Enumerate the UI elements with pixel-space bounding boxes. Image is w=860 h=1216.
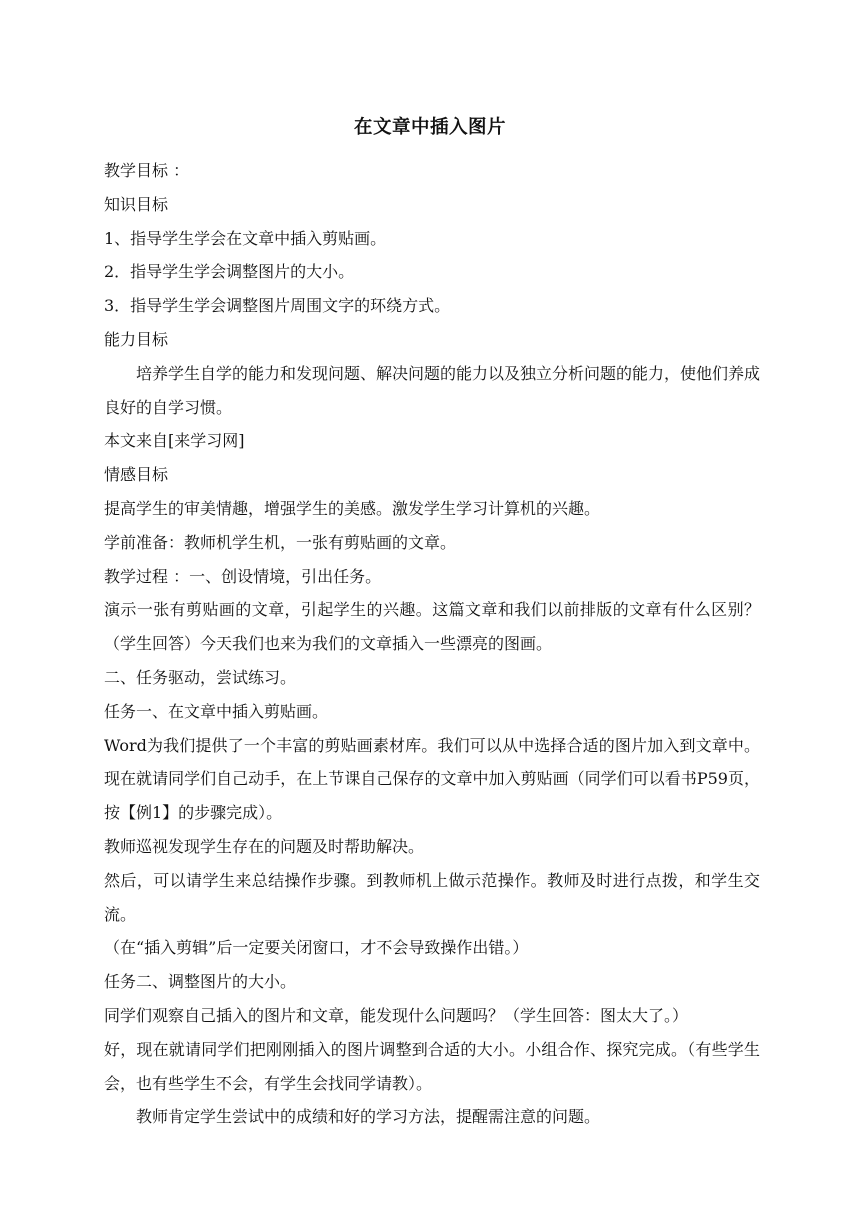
- paragraph-teaching-goals: 教学目标 ：: [104, 161, 190, 180]
- paragraph-summary: 然后，可以请学生来总结操作步骤。到教师机上做示范操作。教师及时进行点拨，和学生交流。: [104, 870, 760, 924]
- paragraph-teacher-affirm: 教师肯定学生尝试中的成绩和好的学习方法，提醒需注意的问题。: [136, 1107, 601, 1127]
- paragraph-preparation: 学前准备：教师机学生机，一张有剪贴画的文章。: [104, 532, 457, 552]
- paragraph-goal-1: 1、指导学生学会在文章中插入剪贴画。: [104, 228, 387, 248]
- paragraph-goal-3: 3．指导学生学会调整图片周围文字的环绕方式。: [104, 296, 451, 316]
- paragraph-teacher-patrol: 教师巡视发现学生存在的问题及时帮助解决。: [104, 836, 425, 856]
- paragraph-observe: 同学们观察自己插入的图片和文章，能发现什么问题吗？（学生回答：图太大了。）: [104, 1005, 689, 1025]
- paragraph-knowledge-goals: 知识目标: [104, 194, 169, 214]
- paragraph-ability-detail: 培养学生自学的能力和发现问题、解决问题的能力以及独立分析问题的能力，使他们养成良好的自学习惯。: [104, 363, 761, 417]
- paragraph-task-1-detail: Word为我们提供了一个丰富的剪贴画素材库。我们可以从中选择合适的图片加入到文章中。现在就请同学们自己动手，在上节课自己保存的文章中加入剪贴画（同学们可以看书P59页，按【例1】的步骤完成）。: [104, 735, 760, 823]
- paragraph-task-driven: 二、任务驱动，尝试练习。: [104, 667, 297, 687]
- paragraph-ability-goals: 能力目标: [104, 329, 169, 349]
- document-body: [104, 154, 760, 1134]
- document-title: 在文章中插入图片: [353, 117, 506, 138]
- paragraph-emotion-goals: 情感目标: [104, 465, 169, 485]
- paragraph-task-2: 任务二、调整图片的大小。: [104, 972, 297, 992]
- paragraph-goal-2: 2．指导学生学会调整图片的大小。: [104, 262, 355, 282]
- paragraph-task-1: 任务一、在文章中插入剪贴画。: [104, 701, 329, 721]
- paragraph-source-note: 本文来自[来学习网]: [104, 431, 245, 451]
- paragraph-emotion-detail: 提高学生的审美情趣，增强学生的美感。激发学生学习计算机的兴趣。: [104, 498, 601, 518]
- paragraph-note: （在“插入剪辑”后一定要关闭窗口，才不会导致操作出错。）: [104, 938, 529, 958]
- paragraph-teaching-process: 教学过程 ：一、创设情境，引出任务。: [104, 566, 382, 586]
- paragraph-demo: 演示一张有剪贴画的文章，引起学生的兴趣。这篇文章和我们以前排版的文章有什么区别？（学生回答）今天我们也来为我们的文章插入一些漂亮的图画。: [104, 600, 760, 654]
- paragraph-resize: 好，现在就请同学们把刚刚插入的图片调整到合适的大小。小组合作、探究完成。（有些学生会，也有些学生不会，有学生会找同学请教）。: [104, 1039, 760, 1093]
